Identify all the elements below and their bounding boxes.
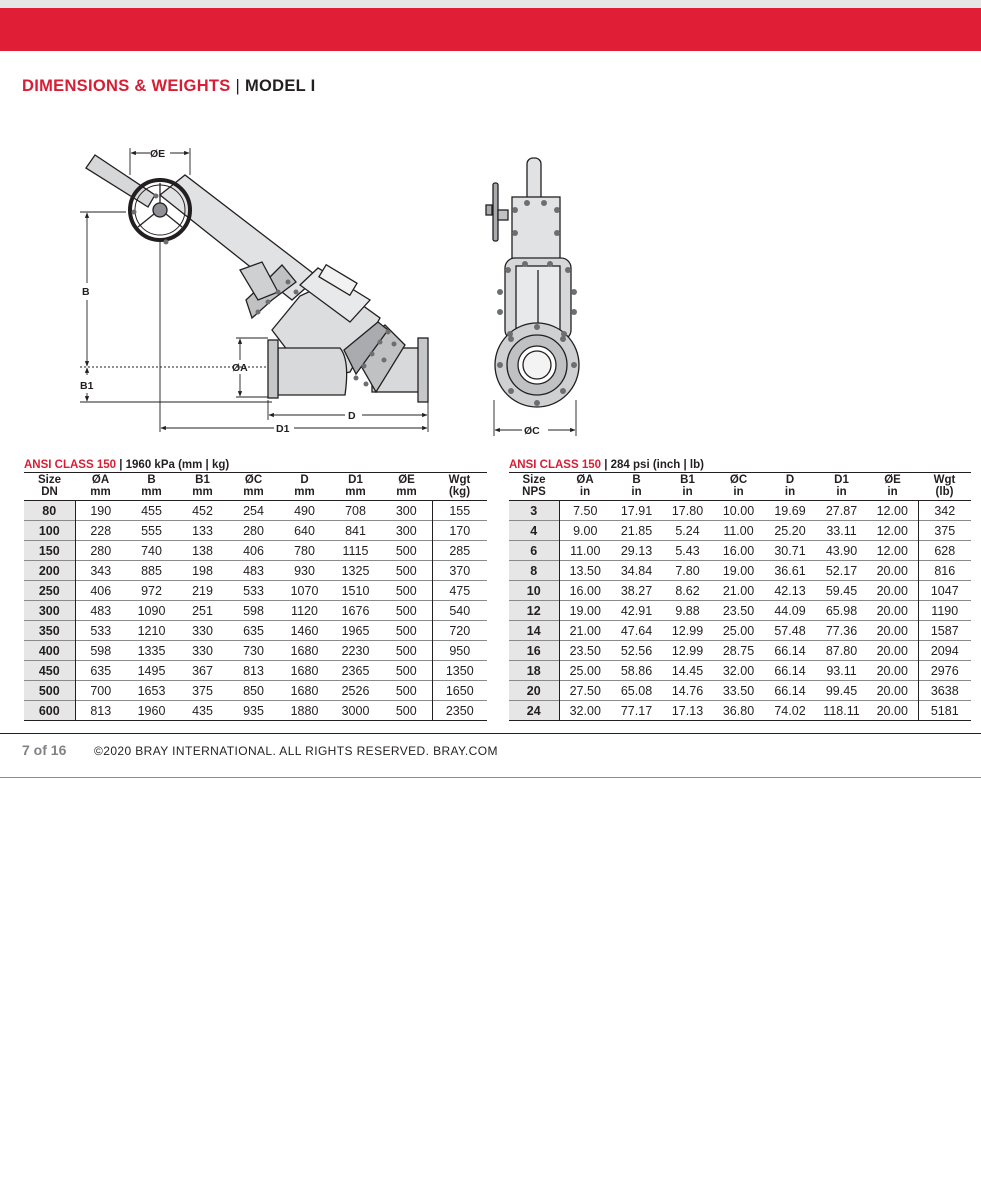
imperial-value-cell: 23.50 <box>722 603 755 618</box>
metric-value-cell: 1650 <box>432 681 487 701</box>
metric-value-cell: 1510 <box>341 583 370 598</box>
imperial-value-cell: 27.50 <box>569 683 601 698</box>
metric-table-row <box>24 501 487 521</box>
imperial-value-cell: 99.45 <box>825 683 858 698</box>
metric-value-cell: 1120 <box>291 603 318 618</box>
metric-value-cell: 435 <box>192 703 213 718</box>
metric-value-cell: 3000 <box>341 703 370 718</box>
metric-size-cell: 300 <box>24 601 75 621</box>
imperial-value-cell: 74.02 <box>774 703 806 718</box>
imperial-table-row <box>509 581 971 601</box>
imperial-value-cell: 12.00 <box>876 543 908 558</box>
metric-value-cell: 490 <box>294 503 315 518</box>
imperial-value-cell: 28.75 <box>722 643 755 658</box>
metric-value-cell: 730 <box>243 643 264 658</box>
imperial-value-cell: 33.11 <box>826 523 857 538</box>
metric-value-cell: 2350 <box>432 701 487 721</box>
imperial-table-row <box>509 701 971 721</box>
metric-value-cell: 930 <box>294 563 315 578</box>
metric-value-cell: 500 <box>395 663 417 678</box>
metric-value-cell: 635 <box>243 623 264 638</box>
title-separator: | <box>235 77 241 95</box>
imperial-value-cell: 65.08 <box>620 683 653 698</box>
metric-value-cell: 300 <box>395 503 417 518</box>
imperial-value-cell: 628 <box>918 541 971 561</box>
imperial-value-cell: 29.13 <box>620 543 653 558</box>
imperial-value-cell: 2976 <box>918 661 971 681</box>
imperial-value-cell: 93.11 <box>826 663 857 678</box>
metric-col-header: D1 mm <box>345 474 366 498</box>
imperial-value-cell: 20.00 <box>876 603 908 618</box>
metric-value-cell: 455 <box>141 503 162 518</box>
imperial-value-cell: 33.50 <box>722 683 755 698</box>
metric-table-row <box>24 601 487 621</box>
metric-value-cell: 1965 <box>341 623 370 638</box>
metric-value-cell: 330 <box>192 643 213 658</box>
valve-dimension-drawing <box>0 130 600 440</box>
imperial-value-cell: 27.87 <box>825 503 858 518</box>
imperial-col-header: ØA in <box>576 474 594 498</box>
imperial-value-cell: 58.86 <box>620 663 653 678</box>
metric-value-cell: 700 <box>90 683 112 698</box>
imperial-size-cell: 18 <box>509 661 559 681</box>
metric-value-cell: 1460 <box>290 623 319 638</box>
imperial-value-cell: 5181 <box>918 701 971 721</box>
imperial-table-caption <box>509 458 971 472</box>
imperial-value-cell: 10.00 <box>722 503 755 518</box>
imperial-value-cell: 34.84 <box>620 563 653 578</box>
imperial-table-row <box>509 521 971 541</box>
metric-size-cell: 600 <box>24 701 75 721</box>
metric-value-cell: 1680 <box>290 663 319 678</box>
metric-value-cell: 841 <box>345 523 366 538</box>
imperial-col-header: Size NPS <box>522 474 546 498</box>
metric-value-cell: 935 <box>243 703 264 718</box>
metric-value-cell: 500 <box>395 643 417 658</box>
metric-value-cell: 533 <box>243 583 264 598</box>
metric-caption-class: ANSI CLASS 150 <box>24 459 117 471</box>
imperial-col-header: Wgt (lb) <box>933 474 956 498</box>
metric-value-cell: 972 <box>141 583 162 598</box>
imperial-size-cell: 12 <box>509 601 559 621</box>
metric-value-cell: 1335 <box>137 643 166 658</box>
imperial-value-cell: 77.36 <box>825 623 858 638</box>
metric-value-cell: 1115 <box>342 543 369 558</box>
metric-caption-units: | 1960 kPa (mm | kg) <box>116 459 230 471</box>
metric-value-cell: 198 <box>192 563 213 578</box>
imperial-value-cell: 5.43 <box>675 543 700 558</box>
metric-value-cell: 1653 <box>137 683 166 698</box>
imperial-value-cell: 342 <box>918 501 971 521</box>
metric-col-header: B1 mm <box>192 474 213 498</box>
imperial-value-cell: 30.71 <box>774 543 806 558</box>
metric-value-cell: 406 <box>90 583 112 598</box>
metric-value-cell: 343 <box>90 563 112 578</box>
metric-value-cell: 500 <box>395 703 417 718</box>
imperial-value-cell: 17.91 <box>620 503 653 518</box>
model-title: MODEL I <box>244 77 316 95</box>
imperial-table-body <box>509 501 971 721</box>
metric-table-row <box>24 541 487 561</box>
metric-col-header: D mm <box>294 474 315 498</box>
metric-col-header: ØE mm <box>396 474 417 498</box>
imperial-col-header: B1 in <box>680 474 695 498</box>
bottom-rule <box>0 777 981 778</box>
imperial-value-cell: 52.17 <box>825 563 858 578</box>
imperial-value-cell: 47.64 <box>620 623 653 638</box>
imperial-value-cell: 57.48 <box>774 623 806 638</box>
imperial-table-row <box>509 661 971 681</box>
front-view-valve <box>486 158 579 407</box>
metric-value-cell: 555 <box>141 523 162 538</box>
imperial-value-cell: 66.14 <box>774 683 806 698</box>
metric-value-cell: 330 <box>192 623 213 638</box>
metric-table-header <box>24 473 487 501</box>
imperial-table-block <box>509 458 971 721</box>
imperial-value-cell: 7.50 <box>573 503 598 518</box>
imperial-value-cell: 12.99 <box>671 623 704 638</box>
metric-value-cell: 533 <box>90 623 112 638</box>
imperial-value-cell: 21.00 <box>722 583 755 598</box>
metric-value-cell: 720 <box>432 621 487 641</box>
imperial-value-cell: 21.00 <box>569 623 601 638</box>
metric-value-cell: 1680 <box>290 643 319 658</box>
imperial-value-cell: 17.13 <box>671 703 704 718</box>
metric-table-row <box>24 681 487 701</box>
metric-value-cell: 813 <box>90 703 112 718</box>
metric-value-cell: 2526 <box>341 683 370 698</box>
metric-value-cell: 254 <box>243 503 264 518</box>
imperial-value-cell: 66.14 <box>774 663 806 678</box>
imperial-table-row <box>509 641 971 661</box>
imperial-col-header: D in <box>784 474 796 498</box>
imperial-value-cell: 2094 <box>918 641 971 661</box>
metric-col-header: Wgt (kg) <box>448 474 471 498</box>
imperial-value-cell: 12.00 <box>876 523 908 538</box>
dim-label-b: B <box>82 286 90 298</box>
metric-value-cell: 540 <box>432 601 487 621</box>
imperial-size-cell: 8 <box>509 561 559 581</box>
imperial-value-cell: 8.62 <box>675 583 700 598</box>
imperial-table-row <box>509 621 971 641</box>
imperial-value-cell: 36.80 <box>722 703 755 718</box>
metric-value-cell: 475 <box>432 581 487 601</box>
imperial-value-cell: 14.45 <box>671 663 704 678</box>
metric-value-cell: 483 <box>90 603 112 618</box>
metric-col-header: ØC mm <box>243 474 264 498</box>
imperial-table-row <box>509 601 971 621</box>
imperial-value-cell: 36.61 <box>774 563 806 578</box>
metric-value-cell: 640 <box>294 523 315 538</box>
metric-table-caption <box>24 458 487 472</box>
imperial-table <box>509 472 971 721</box>
imperial-value-cell: 3638 <box>918 681 971 701</box>
imperial-value-cell: 16.00 <box>722 543 755 558</box>
metric-value-cell: 285 <box>432 541 487 561</box>
imperial-value-cell: 77.17 <box>620 703 653 718</box>
imperial-value-cell: 20.00 <box>876 563 908 578</box>
imperial-value-cell: 65.98 <box>825 603 858 618</box>
imperial-value-cell: 19.00 <box>569 603 601 618</box>
footer-rule <box>0 733 981 734</box>
metric-value-cell: 190 <box>90 503 112 518</box>
metric-value-cell: 780 <box>294 543 315 558</box>
imperial-value-cell: 13.50 <box>569 563 601 578</box>
dim-label-a: ØA <box>232 362 248 374</box>
metric-value-cell: 133 <box>192 523 213 538</box>
metric-value-cell: 500 <box>395 623 417 638</box>
metric-size-cell: 150 <box>24 541 75 561</box>
imperial-value-cell: 375 <box>918 521 971 541</box>
metric-value-cell: 598 <box>90 643 112 658</box>
metric-value-cell: 813 <box>243 663 264 678</box>
imperial-value-cell: 9.88 <box>675 603 700 618</box>
imperial-col-header: B in <box>631 474 642 498</box>
metric-value-cell: 1680 <box>290 683 319 698</box>
dim-label-e: ØE <box>150 148 166 160</box>
metric-size-cell: 500 <box>24 681 75 701</box>
metric-size-cell: 250 <box>24 581 75 601</box>
metric-value-cell: 598 <box>243 603 264 618</box>
dim-label-c: ØC <box>524 425 540 437</box>
imperial-size-cell: 10 <box>509 581 559 601</box>
metric-value-cell: 375 <box>192 683 213 698</box>
dim-label-d1: D1 <box>276 423 290 435</box>
imperial-value-cell: 11.00 <box>723 523 754 538</box>
metric-value-cell: 452 <box>192 503 213 518</box>
imperial-table-row <box>509 541 971 561</box>
imperial-value-cell: 21.85 <box>620 523 653 538</box>
imperial-value-cell: 42.13 <box>774 583 806 598</box>
metric-value-cell: 219 <box>192 583 213 598</box>
metric-value-cell: 406 <box>243 543 264 558</box>
metric-size-cell: 100 <box>24 521 75 541</box>
metric-value-cell: 635 <box>90 663 112 678</box>
imperial-table-row <box>509 501 971 521</box>
imperial-value-cell: 1587 <box>918 621 971 641</box>
metric-value-cell: 483 <box>243 563 264 578</box>
imperial-value-cell: 66.14 <box>774 643 806 658</box>
imperial-value-cell: 12.99 <box>671 643 704 658</box>
imperial-table-header <box>509 473 971 501</box>
dim-label-d: D <box>348 410 356 422</box>
imperial-value-cell: 23.50 <box>569 643 601 658</box>
metric-table-row <box>24 521 487 541</box>
metric-table-row <box>24 641 487 661</box>
metric-value-cell: 740 <box>141 543 162 558</box>
metric-value-cell: 367 <box>192 663 213 678</box>
imperial-value-cell: 816 <box>918 561 971 581</box>
metric-value-cell: 1210 <box>137 623 166 638</box>
imperial-value-cell: 20.00 <box>876 663 908 678</box>
imperial-table-row <box>509 561 971 581</box>
imperial-value-cell: 20.00 <box>876 703 908 718</box>
metric-table-row <box>24 561 487 581</box>
metric-table-row <box>24 661 487 681</box>
metric-value-cell: 280 <box>243 523 264 538</box>
imperial-value-cell: 7.80 <box>675 563 700 578</box>
imperial-size-cell: 3 <box>509 501 559 521</box>
page-title <box>22 77 316 96</box>
metric-value-cell: 155 <box>432 501 487 521</box>
imperial-value-cell: 20.00 <box>876 623 908 638</box>
metric-table-row <box>24 701 487 721</box>
metric-value-cell: 251 <box>192 603 213 618</box>
imperial-col-header: D1 in <box>834 474 849 498</box>
metric-value-cell: 1070 <box>290 583 319 598</box>
top-gray-strip <box>0 0 981 8</box>
metric-value-cell: 370 <box>432 561 487 581</box>
metric-value-cell: 500 <box>395 603 417 618</box>
imperial-value-cell: 38.27 <box>620 583 653 598</box>
imperial-col-header: ØE in <box>884 474 901 498</box>
metric-table <box>24 472 487 721</box>
imperial-value-cell: 43.90 <box>825 543 858 558</box>
metric-value-cell: 500 <box>395 543 417 558</box>
imperial-size-cell: 4 <box>509 521 559 541</box>
imperial-value-cell: 20.00 <box>876 583 908 598</box>
copyright-notice: ©2020 BRAY INTERNATIONAL. ALL RIGHTS RESERVED. BRAY.COM <box>94 744 498 758</box>
metric-value-cell: 1960 <box>137 703 166 718</box>
metric-value-cell: 500 <box>395 583 417 598</box>
page-number: 7 of 16 <box>22 742 67 758</box>
metric-col-header: ØA mm <box>90 474 111 498</box>
metric-table-row <box>24 581 487 601</box>
metric-value-cell: 708 <box>345 503 366 518</box>
metric-value-cell: 280 <box>90 543 112 558</box>
imperial-value-cell: 16.00 <box>569 583 601 598</box>
metric-size-cell: 200 <box>24 561 75 581</box>
metric-value-cell: 885 <box>141 563 162 578</box>
imperial-value-cell: 1190 <box>918 601 971 621</box>
imperial-size-cell: 6 <box>509 541 559 561</box>
metric-value-cell: 950 <box>432 641 487 661</box>
metric-value-cell: 1350 <box>432 661 487 681</box>
imperial-value-cell: 11.00 <box>570 543 601 558</box>
metric-col-header: Size DN <box>37 474 61 498</box>
imperial-value-cell: 20.00 <box>876 683 908 698</box>
side-view-valve <box>86 155 428 402</box>
metric-value-cell: 1676 <box>341 603 370 618</box>
metric-value-cell: 170 <box>432 521 487 541</box>
imperial-value-cell: 52.56 <box>620 643 653 658</box>
metric-table-block <box>24 458 487 721</box>
imperial-value-cell: 59.45 <box>825 583 858 598</box>
imperial-value-cell: 25.00 <box>722 623 755 638</box>
imperial-size-cell: 24 <box>509 701 559 721</box>
imperial-value-cell: 5.24 <box>675 523 700 538</box>
metric-value-cell: 500 <box>395 563 417 578</box>
metric-value-cell: 2230 <box>341 643 370 658</box>
imperial-caption-units: | 284 psi (inch | lb) <box>601 459 704 471</box>
imperial-value-cell: 19.69 <box>774 503 806 518</box>
imperial-value-cell: 118.11 <box>823 703 860 718</box>
imperial-value-cell: 9.00 <box>573 523 598 538</box>
imperial-value-cell: 32.00 <box>569 703 601 718</box>
metric-value-cell: 138 <box>192 543 213 558</box>
metric-value-cell: 500 <box>395 683 417 698</box>
imperial-value-cell: 44.09 <box>774 603 806 618</box>
metric-value-cell: 1090 <box>137 603 166 618</box>
metric-value-cell: 1325 <box>341 563 370 578</box>
metric-table-body <box>24 501 487 721</box>
dim-label-b1: B1 <box>80 380 94 392</box>
metric-value-cell: 850 <box>243 683 264 698</box>
imperial-size-cell: 14 <box>509 621 559 641</box>
section-title: DIMENSIONS & WEIGHTS <box>22 77 231 95</box>
imperial-value-cell: 17.80 <box>671 503 704 518</box>
imperial-value-cell: 12.00 <box>876 503 908 518</box>
imperial-table-row <box>509 681 971 701</box>
metric-value-cell: 228 <box>90 523 112 538</box>
metric-table-row <box>24 621 487 641</box>
imperial-value-cell: 1047 <box>918 581 971 601</box>
imperial-value-cell: 42.91 <box>620 603 653 618</box>
imperial-value-cell: 32.00 <box>722 663 755 678</box>
metric-value-cell: 1495 <box>137 663 166 678</box>
imperial-value-cell: 25.00 <box>569 663 601 678</box>
metric-size-cell: 400 <box>24 641 75 661</box>
metric-size-cell: 80 <box>24 501 75 521</box>
metric-value-cell: 300 <box>395 523 417 538</box>
header-red-bar <box>0 8 981 51</box>
imperial-size-cell: 16 <box>509 641 559 661</box>
metric-size-cell: 450 <box>24 661 75 681</box>
imperial-value-cell: 20.00 <box>876 643 908 658</box>
metric-value-cell: 1880 <box>290 703 319 718</box>
imperial-caption-class: ANSI CLASS 150 <box>509 459 602 471</box>
imperial-size-cell: 20 <box>509 681 559 701</box>
metric-col-header: B mm <box>141 474 162 498</box>
imperial-value-cell: 87.80 <box>825 643 858 658</box>
imperial-col-header: ØC in <box>729 474 748 498</box>
metric-value-cell: 2365 <box>341 663 370 678</box>
metric-size-cell: 350 <box>24 621 75 641</box>
imperial-value-cell: 25.20 <box>774 523 806 538</box>
imperial-value-cell: 14.76 <box>671 683 704 698</box>
imperial-value-cell: 19.00 <box>722 563 755 578</box>
